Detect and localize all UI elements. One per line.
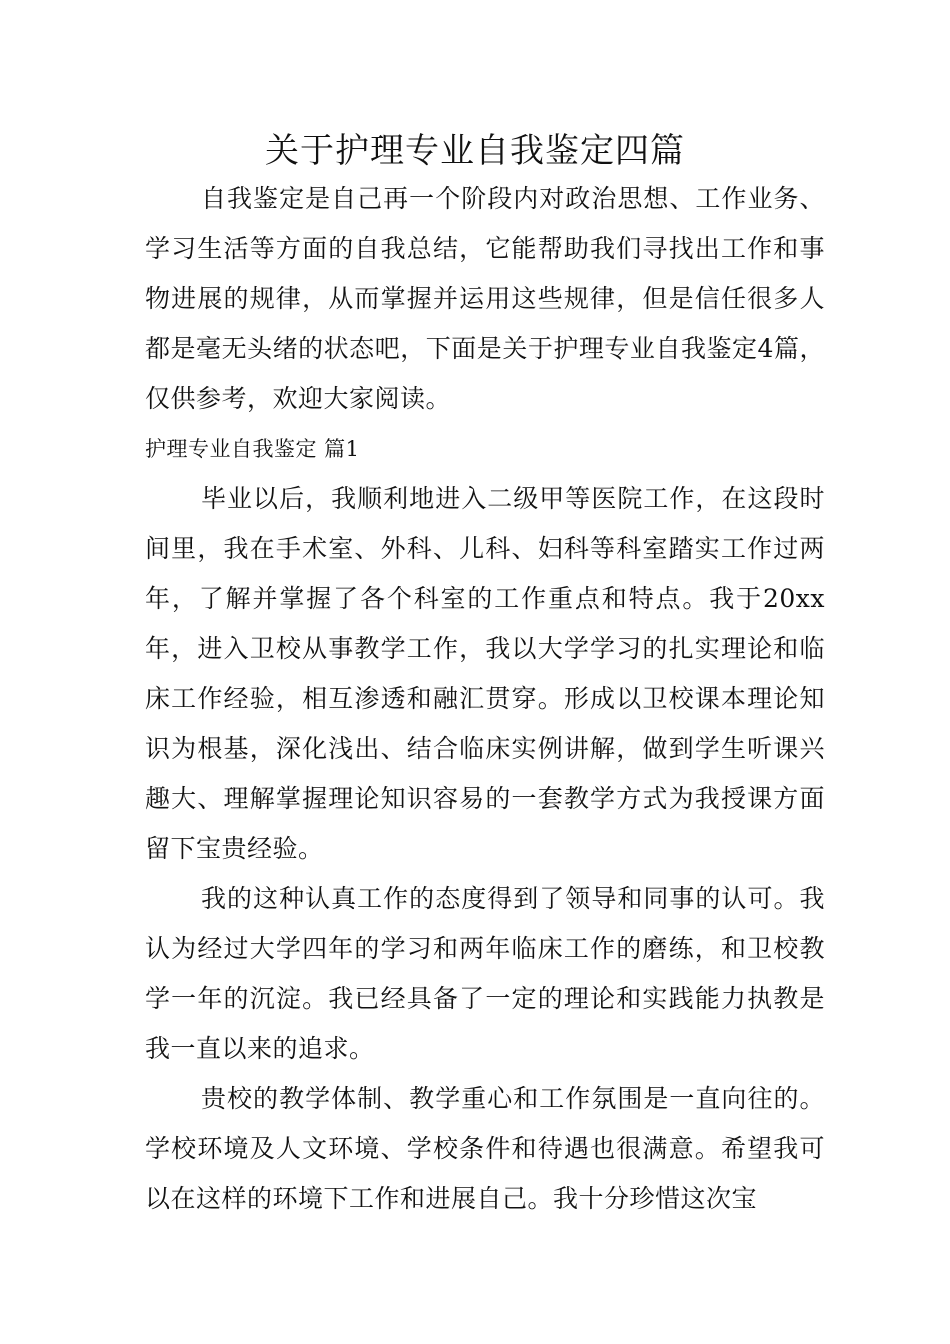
body-paragraph: 贵校的教学体制、教学重心和工作氛围是一直向往的。学校环境及人文环境、学校条件和待遇也很满意。希望我可以在这样的环境下工作和进展自己。我十分珍惜这次宝 — [145, 1084, 825, 1213]
body-paragraph: 我的这种认真工作的态度得到了领导和同事的认可。我认为经过大学四年的学习和两年临床工作的磨练，和卫校教学一年的沉淀。我已经具备了一定的理论和实践能力执教是我一直以来的追求。 — [145, 884, 825, 1063]
body-paragraph: 毕业以后，我顺利地进入二级甲等医院工作，在这段时间里，我在手术室、外科、儿科、妇科等科室踏实工作过两年，了解并掌握了各个科室的工作重点和特点。我于20xx年，进入卫校从事教学工作，我以大学学习的扎实理论和临床工作经验，相互渗透和融汇贯穿。形成以卫校课本理论知识为根基，深化浅出、结合临床实例讲解，做到学生听课兴趣大、理解掌握理论知识容易的一套教学方式为我授课方面留下宝贵经验。 — [145, 484, 825, 863]
intro-paragraph: 自我鉴定是自己再一个阶段内对政治思想、工作业务、学习生活等方面的自我总结，它能帮助我们寻找出工作和事物进展的规律，从而掌握并运用这些规律，但是信任很多人都是毫无头绪的状态吧，下面是关于护理专业自我鉴定4篇，仅供参考，欢迎大家阅读。 — [145, 184, 825, 413]
document-body — [145, 174, 825, 1224]
section-heading: 护理专业自我鉴定 篇1 — [145, 437, 360, 461]
document-title: 关于护理专业自我鉴定四篇 — [265, 131, 685, 171]
